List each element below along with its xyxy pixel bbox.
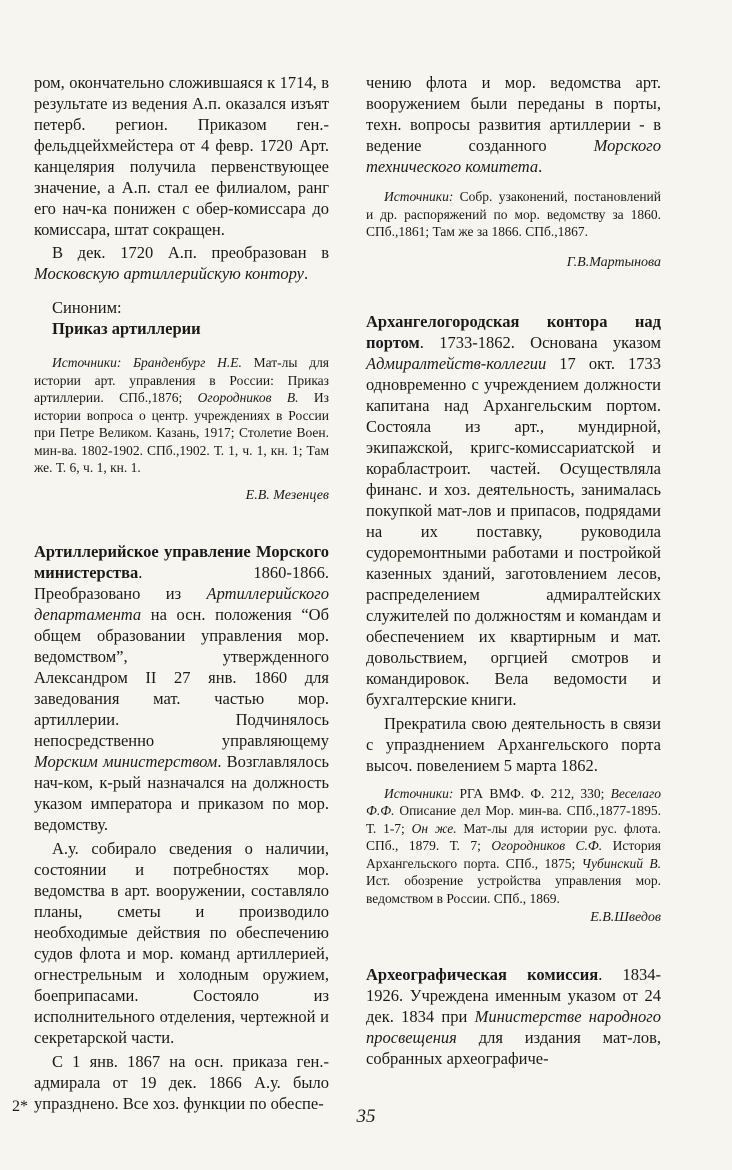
cross-reference-link[interactable]: Морского технического комитета: [366, 136, 661, 176]
sources-block: Источники: РГА ВМФ. Ф. 212, 330; Веселаго Ф.Ф. Описание дел Мор. мин-ва. СПб.,1877-1895. Т. 1-7; Он же. Мат-лы для истории рус. флота. СПб., 1879. Т. 7; Огородников С.Ф. История Архангельского порта. СПб., 1875; Чубинский В. Ист. обозрение устройства управления мор. ведомством в России. СПб., 1869.: [366, 785, 661, 906]
entry-continuation-paragraph: ром, окончательно сложившаяся к 1714, в результате из ведения А.п. оказался изъят петерб. регион. Приказом ген.-фельдцейхмейстера от 4 февр. 1720 Арт. канцелярия получила первенствующее значение, а А.п. стал ее филиалом, ранг его нач-ка понижен с обер-комиссара до комиссара, штат сокращен.: [34, 73, 329, 239]
entry-paragraph: А.у. собирало сведения о наличии, состоянии и потребностях мор. ведомства в арт. вооружении, составляло планы, сметы и производило необходимые действия по обеспечению судов флота и мор. команд артиллерией, огнестрельным и холодным оружием, боеприпасами. Состояло из исполнительного отделения, чертежной и секретарской части.: [34, 838, 329, 1047]
cross-reference-link[interactable]: Министерстве народного просвещения: [366, 1007, 661, 1047]
entry-continuation-paragraph: чению флота и мор. ведомства арт. вооружением были переданы в порты, техн. вопросы развития артиллерии - в ведение созданного Морского технического комитета.: [366, 73, 661, 176]
sources-label: Источники:: [384, 189, 454, 204]
cross-reference-link[interactable]: Морским министерством: [34, 751, 218, 771]
entry-paragraph: Артиллерийское управление Морского министерства. 1860-1866. Преобразовано из Артиллерийского департамента на осн. положения “Об общем образовании управления мор. ведомством”, утвержденного Александром II 27 янв. 1860 для заведования мат. частью мор. артиллерии. Подчинялось непосредственно управляющему Морским министерством. Возглавлялось нач-ком, к-рый назначался на должность указом императора и приказом по мор. ведомству.: [34, 541, 330, 834]
synonym-block: [34, 297, 329, 339]
right-column: [366, 72, 661, 1069]
author-signature: Е.В.Шведов: [590, 910, 661, 925]
cross-reference-link[interactable]: Артиллерийского департамента: [34, 583, 329, 624]
entry-paragraph: В дек. 1720 А.п. преобразован в Московскую артиллерийскую контору.: [34, 243, 329, 283]
sources-label: Источники:: [52, 355, 122, 370]
sources-block: Источники: Бранденбург Н.Е. Мат-лы для истории арт. управления в России: Приказ артиллерии. СПб.,1876; Огородников В. Из истории вопроса о центр. учреждениях в России при Петре Великом. Казань, 1917; Столетие Воен. мин-ва. 1802-1902. СПб.,1902. Т. 1, ч. 1, кн. 1; Там же. Т. 6, ч. 1, кн. 1.: [34, 355, 330, 475]
sources-label: Источники:: [384, 785, 454, 801]
cross-reference-link[interactable]: Адмиралтейств-коллегии: [366, 353, 547, 373]
entry-paragraph: Археографическая комиссия. 1834-1926. Учреждена именным указом от 24 дек. 1834 при Министерстве народного просвещения для издания мат-лов, собранных археографиче-: [366, 965, 661, 1068]
synonym-value: Приказ артиллерии: [52, 319, 201, 338]
author-signature: Е.В. Мезенцев: [245, 487, 329, 503]
signature-mark: 2*: [12, 1098, 28, 1115]
sources-block: Источники: Собр. узаконений, постановлений и др. распоряжений по мор. ведомству за 1860. СПб.,1861; Там же за 1866. СПб.,1867.: [366, 189, 661, 239]
cross-reference-link[interactable]: Московскую артиллерийскую контору: [34, 264, 304, 283]
page-number: 35: [356, 1106, 376, 1127]
entry-title: Артиллерийское управление Морского министерства: [34, 541, 329, 582]
left-column: [34, 72, 329, 1114]
entry-title: Архангелогородская контора над портом: [366, 311, 661, 352]
entry-paragraph: Архангелогородская контора над портом. 1733-1862. Основана указом Адмиралтейств-коллегии 17 окт. 1733 одновременно с учреждением должности капитана над Архангельским портом. Состояла из арт., мундирной, экипажской, кригс-комиссариатской и корабластроит. частей. Осуществляла финанс. и хоз. деятельность, занималась покупкой мат-лов и припасов, подрядами на их поставку, руководила судоремонтными работами и постройкой казенных зданий, заготовлением лесов, распределением адмиралтейских служителей по должностям и командам и обеспечением их квартирным и мат. довольствием, оргцией смотров и командировок. Вела ведомости и бухгалтерские книги.: [366, 311, 661, 709]
entry-paragraph: С 1 янв. 1867 на осн. приказа ген.-адмирала от 19 дек. 1866 А.у. было упразднено. Все хоз. функции по обеспе-: [34, 1051, 329, 1113]
entry-paragraph: Прекратила свою деятельность в связи с упразднением Архангельского порта высоч. повелением 5 марта 1862.: [366, 713, 661, 775]
synonym-label: Синоним:: [52, 298, 122, 317]
entry-title: Археографическая комиссия: [366, 965, 599, 984]
author-signature: Г.В.Мартынова: [566, 254, 661, 270]
